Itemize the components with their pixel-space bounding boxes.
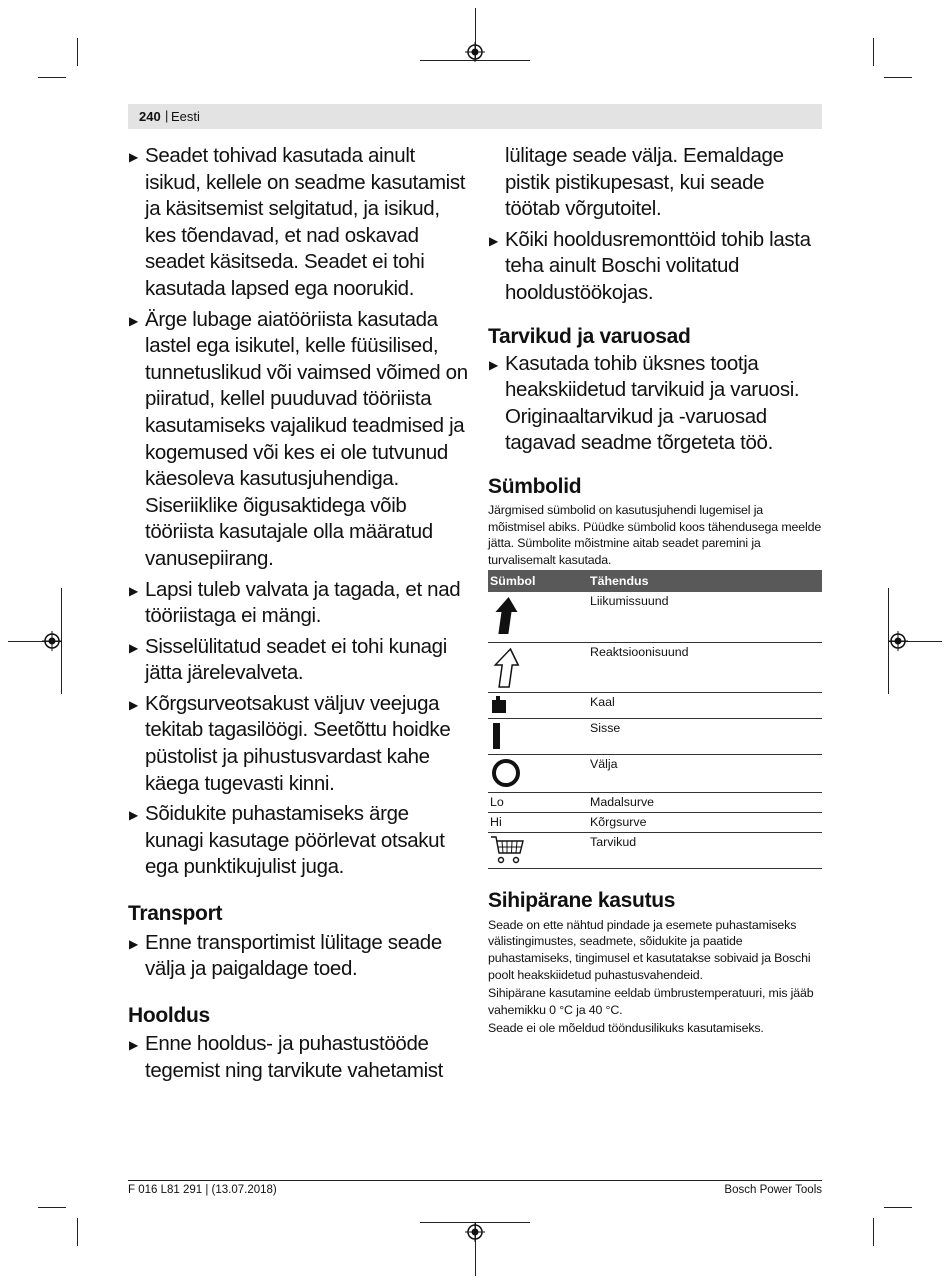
- bullet-triangle-icon: ▶: [129, 313, 138, 328]
- crop-mark: [873, 38, 874, 66]
- paragraph: Seade on ette nähtud pindade ja esemete puhastamiseks välistingimustes, seadmete, sõidukite ja paatide puhastamiseks, tingimusel et kasutatakse sobivaid ja Boschi poolt heakskiidetud puhastusvahendeid.: [488, 917, 811, 982]
- registration-mark-icon: [888, 631, 908, 651]
- right-column: [488, 143, 822, 1039]
- table-row: [488, 792, 822, 812]
- crop-mark: [873, 1218, 874, 1246]
- crop-mark: [77, 38, 78, 66]
- list-item: ▶ Ärge lubage aiatööriista kasutada lastel ega isikutel, kelle füüsilised, tunnetuslikud või vaimsed võimed on piiratud, kellel puuduvad tööriista kasutamiseks vajalikud teadmised ja kogemused või kes ei ole tutvunud käesoleva kasutusjuhendiga. Siseriiklike õigusaktidega võib tööriista kasutajale olla määratud vanusepiirang.: [129, 307, 468, 570]
- crop-mark: [884, 1207, 912, 1208]
- symbols-table: [488, 570, 822, 869]
- list-item: ▶ Kõiki hooldusremonttöid tohib lasta teha ainult Boschi volitatud hooldustöökojas.: [489, 227, 811, 304]
- reaction-direction-arrow-icon: [490, 645, 520, 689]
- movement-direction-arrow-icon: [490, 594, 520, 636]
- footer-divider: [128, 1180, 822, 1181]
- table-cell: Hi: [488, 812, 588, 832]
- table-cell: Sisse: [588, 718, 822, 754]
- table-cell: Madalsurve: [588, 792, 822, 812]
- table-header-row: [488, 570, 822, 592]
- section-heading-hooldus: Hooldus: [128, 1003, 210, 1027]
- table-row: [488, 812, 822, 832]
- header-language: Eesti: [171, 109, 200, 124]
- list-item: ▶ Kõrgsurveotsakust väljuv veejuga tekitab tagasilöögi. Seetõttu hoidke püstolist ja pihustusvardast kahe käega tugevasti kinni.: [129, 691, 451, 795]
- registration-mark-icon: [42, 631, 62, 651]
- footer-document-id: F 016 L81 291 | (13.07.2018): [128, 1184, 277, 1196]
- accessories-cart-icon: [490, 835, 526, 865]
- list-item: ▶ Enne transportimist lülitage seade välja ja paigaldage toed.: [129, 930, 442, 981]
- section-heading-symbols: Sümbolid: [488, 474, 582, 498]
- crop-mark: [38, 77, 66, 78]
- continuation-text: lülitage seade välja. Eemaldage pistik pistikupesast, kui seade töötab võrgutoitel.: [505, 144, 784, 221]
- table-cell: Reaktsioonisuund: [588, 642, 822, 692]
- footer-brand: Bosch Power Tools: [724, 1184, 822, 1196]
- section-heading-transport: Transport: [128, 902, 223, 926]
- bullet-triangle-icon: ▶: [129, 640, 138, 655]
- bullet-triangle-icon: ▶: [129, 697, 138, 712]
- bullet-triangle-icon: ▶: [129, 150, 138, 164]
- weight-icon: [490, 695, 510, 715]
- crop-mark: [884, 77, 912, 78]
- table-row: [488, 692, 822, 718]
- section-heading-intended-use: Sihipärane kasutus: [488, 888, 676, 912]
- table-cell: Kaal: [588, 692, 822, 718]
- column-header-meaning: Tähendus: [588, 570, 822, 592]
- table-cell: Kõrgsurve: [588, 812, 822, 832]
- table-row: [488, 754, 822, 792]
- power-off-icon: [490, 757, 524, 789]
- table-cell: Lo: [488, 792, 588, 812]
- section-heading-tarvikud: Tarvikud ja varuosad: [488, 324, 691, 348]
- bullet-triangle-icon: ▶: [129, 936, 138, 951]
- table-row: [488, 832, 822, 868]
- left-column: [128, 143, 468, 1089]
- bullet-triangle-icon: ▶: [129, 583, 138, 598]
- list-item: ▶ Sõidukite puhastamiseks ärge kunagi kasutage pöörlevat otsakut ega punktikujulist juga.: [129, 802, 445, 879]
- table-row: [488, 642, 822, 692]
- power-on-icon: [490, 721, 510, 751]
- list-item: ▶ Seadet tohivad kasutada ainult isikud, kellele on seadme kasutamist ja käsitsemist selgitatud, ja isikud, kes tõendavad, et nad oskavad seadet käsitseda. Seadet ei tohi kasutada lapsed ega noorukid.: [129, 144, 466, 300]
- bullet-triangle-icon: ▶: [129, 808, 138, 823]
- paragraph: Sihipärane kasutamine eeldab ümbrustemperatuuri, mis jääb vahemikku 0 °C ja 40 °C.: [488, 986, 814, 1017]
- table-cell: Tarvikud: [588, 832, 822, 868]
- table-cell: Liikumissuund: [588, 592, 822, 642]
- table-row: [488, 718, 822, 754]
- column-header-symbol: Sümbol: [488, 570, 588, 592]
- paragraph: Seade ei ole mõeldud tööndusilikuks kasutamiseks.: [488, 1021, 764, 1036]
- page-number: 240: [139, 109, 161, 124]
- crop-mark: [77, 1218, 78, 1246]
- bullet-triangle-icon: ▶: [129, 1038, 138, 1053]
- list-item: ▶ Kasutada tohib üksnes tootja heakskiidetud tarvikuid ja varuosi. Originaaltarvikud ja -varuosad tagavad seadme tõrgeteta töö.: [489, 351, 800, 455]
- list-item: ▶ Lapsi tuleb valvata ja tagada, et nad tööriistaga ei mängi.: [129, 577, 461, 628]
- bullet-triangle-icon: ▶: [489, 233, 498, 248]
- header-separator: |: [165, 108, 169, 123]
- crop-mark: [38, 1207, 66, 1208]
- bullet-triangle-icon: ▶: [489, 357, 498, 372]
- list-item: ▶ Enne hooldus- ja puhastustööde tegemist ning tarvikute vahetamist: [129, 1032, 444, 1082]
- page-header: [128, 104, 822, 129]
- table-cell: Välja: [588, 754, 822, 792]
- registration-mark-icon: [465, 42, 485, 62]
- symbols-intro: Järgmised sümbolid on kasutusjuhendi lugemisel ja mõistmisel abiks. Püüdke sümbolid koos tähendusega meelde jätta. Sümbolite mõistmine aitab seadet paremini ja turvalisemalt kasutada.: [488, 502, 822, 567]
- registration-mark-icon: [465, 1222, 485, 1242]
- table-row: [488, 592, 822, 642]
- list-item: ▶ Sisselülitatud seadet ei tohi kunagi jätta järelevalveta.: [129, 634, 447, 685]
